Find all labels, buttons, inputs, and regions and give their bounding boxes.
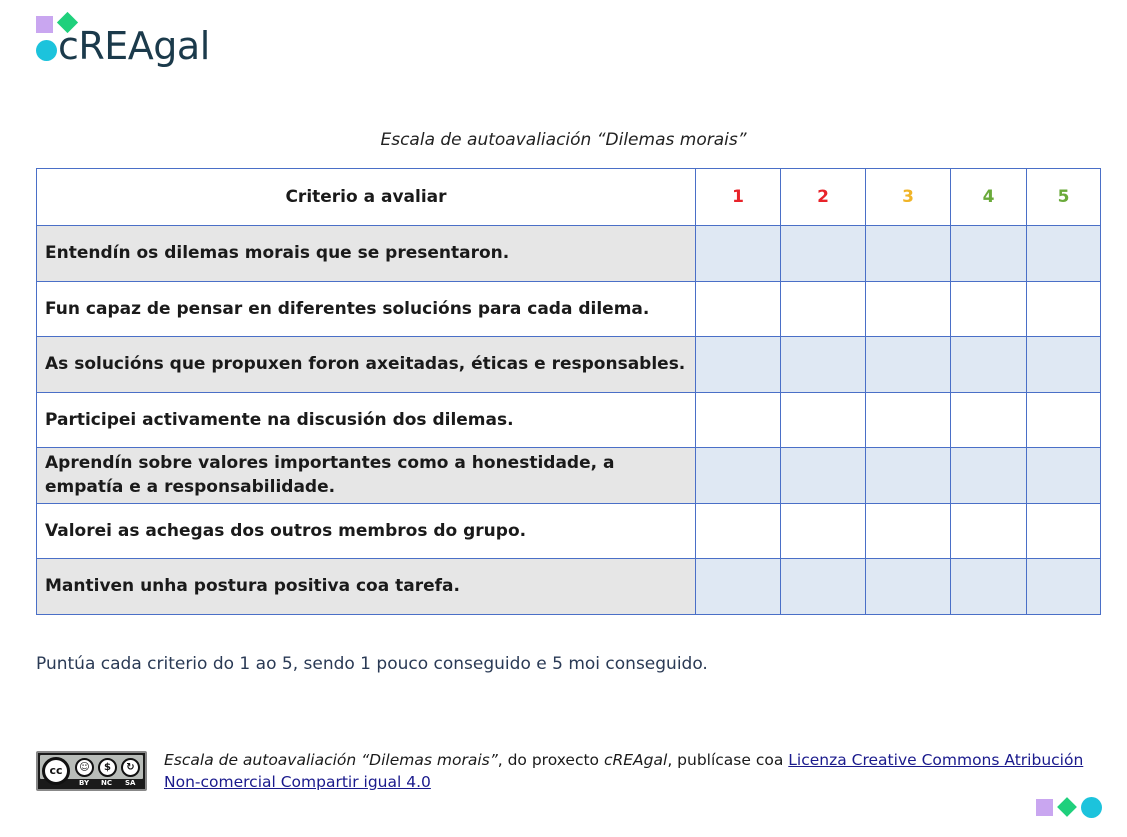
score-cell-4[interactable]: [951, 392, 1027, 448]
cyan-circle-icon: [36, 40, 57, 61]
score-cell-4[interactable]: [951, 448, 1027, 504]
table-header-row: [37, 169, 1101, 226]
score-cell-3[interactable]: [866, 226, 951, 282]
score-cell-3[interactable]: [866, 392, 951, 448]
score-cell-5[interactable]: [1027, 226, 1101, 282]
table-row: [37, 337, 1101, 393]
creagal-logo: [36, 14, 216, 74]
logo-wordmark: cREAgal: [58, 24, 210, 68]
table-row: [37, 559, 1101, 615]
license-work-title: Escala de autoavaliación “Dilemas morais”: [164, 751, 498, 769]
sa-label: SA: [125, 779, 136, 787]
score-cell-2[interactable]: [781, 281, 866, 337]
score-cell-2[interactable]: [781, 226, 866, 282]
by-person-icon: ☺: [75, 758, 94, 777]
license-link[interactable]: Licenza Creative Commons Atribución Non-comercial Compartir igual 4.0: [164, 751, 1084, 791]
score-cell-2[interactable]: [781, 392, 866, 448]
table-row: [37, 392, 1101, 448]
score-cell-1[interactable]: [696, 559, 781, 615]
score-cell-3[interactable]: [866, 281, 951, 337]
criterion-cell: Participei activamente na discusión dos dilemas.: [37, 392, 696, 448]
score-cell-2[interactable]: [781, 503, 866, 559]
score-cell-4[interactable]: [951, 559, 1027, 615]
criterion-cell: Aprendín sobre valores importantes como a honestidade, a empatía e a responsabilidade.: [37, 448, 696, 504]
score-cell-1[interactable]: [696, 337, 781, 393]
criterion-cell: Mantiven unha postura positiva coa tarefa.: [37, 559, 696, 615]
score-cell-5[interactable]: [1027, 559, 1101, 615]
cc-icon: cc: [42, 757, 70, 785]
score-cell-4[interactable]: [951, 281, 1027, 337]
nc-label: NC: [101, 779, 112, 787]
license-notice: Escala de autoavaliación “Dilemas morais”, do proxecto cREAgal, publícase coa Licenza Creative Commons Atribución Non-comercial Compartir igual 4.0: [164, 751, 1084, 791]
score-cell-3[interactable]: [866, 448, 951, 504]
score-cell-5[interactable]: [1027, 392, 1101, 448]
score-cell-5[interactable]: [1027, 337, 1101, 393]
score-cell-5[interactable]: [1027, 448, 1101, 504]
license-project-name: cREAgal: [603, 751, 668, 769]
rubric-table: [36, 168, 1101, 615]
instructions-text: Puntúa cada criterio do 1 ao 5, sendo 1 pouco conseguido e 5 moi conseguido.: [36, 654, 708, 674]
criterion-cell: As solucións que propuxen foron axeitadas, éticas e responsables.: [37, 337, 696, 393]
score-cell-2[interactable]: [781, 448, 866, 504]
footer-brand-shapes: [1036, 797, 1106, 819]
score-cell-1[interactable]: [696, 448, 781, 504]
score-header-3: 3: [866, 169, 951, 226]
score-cell-4[interactable]: [951, 337, 1027, 393]
score-cell-1[interactable]: [696, 226, 781, 282]
criterion-cell: Entendín os dilemas morais que se presentaron.: [37, 226, 696, 282]
score-cell-2[interactable]: [781, 559, 866, 615]
purple-square-icon: [1036, 799, 1053, 816]
score-cell-1[interactable]: [696, 503, 781, 559]
score-cell-3[interactable]: [866, 559, 951, 615]
criterion-header: Criterio a avaliar: [37, 169, 696, 226]
score-header-1: 1: [696, 169, 781, 226]
score-cell-5[interactable]: [1027, 503, 1101, 559]
table-row: [37, 281, 1101, 337]
score-cell-1[interactable]: [696, 281, 781, 337]
table-row: [37, 448, 1101, 504]
score-cell-4[interactable]: [951, 503, 1027, 559]
table-row: [37, 226, 1101, 282]
table-row: [37, 503, 1101, 559]
criterion-cell: Valorei as achegas dos outros membros do grupo.: [37, 503, 696, 559]
cc-license-badge[interactable]: [36, 751, 147, 791]
sa-share-icon: ↻: [121, 758, 140, 777]
score-header-4: 4: [951, 169, 1027, 226]
score-cell-1[interactable]: [696, 392, 781, 448]
score-header-5: 5: [1027, 169, 1101, 226]
score-header-2: 2: [781, 169, 866, 226]
cyan-circle-icon: [1081, 797, 1102, 818]
nc-dollar-icon: $: [98, 758, 117, 777]
purple-square-icon: [36, 16, 53, 33]
score-cell-3[interactable]: [866, 503, 951, 559]
score-cell-4[interactable]: [951, 226, 1027, 282]
by-label: BY: [79, 779, 90, 787]
criterion-cell: Fun capaz de pensar en diferentes solucións para cada dilema.: [37, 281, 696, 337]
score-cell-2[interactable]: [781, 337, 866, 393]
score-cell-3[interactable]: [866, 337, 951, 393]
score-cell-5[interactable]: [1027, 281, 1101, 337]
green-diamond-icon: [1057, 797, 1077, 817]
document-title: Escala de autoavaliación “Dilemas morais”: [380, 130, 747, 150]
